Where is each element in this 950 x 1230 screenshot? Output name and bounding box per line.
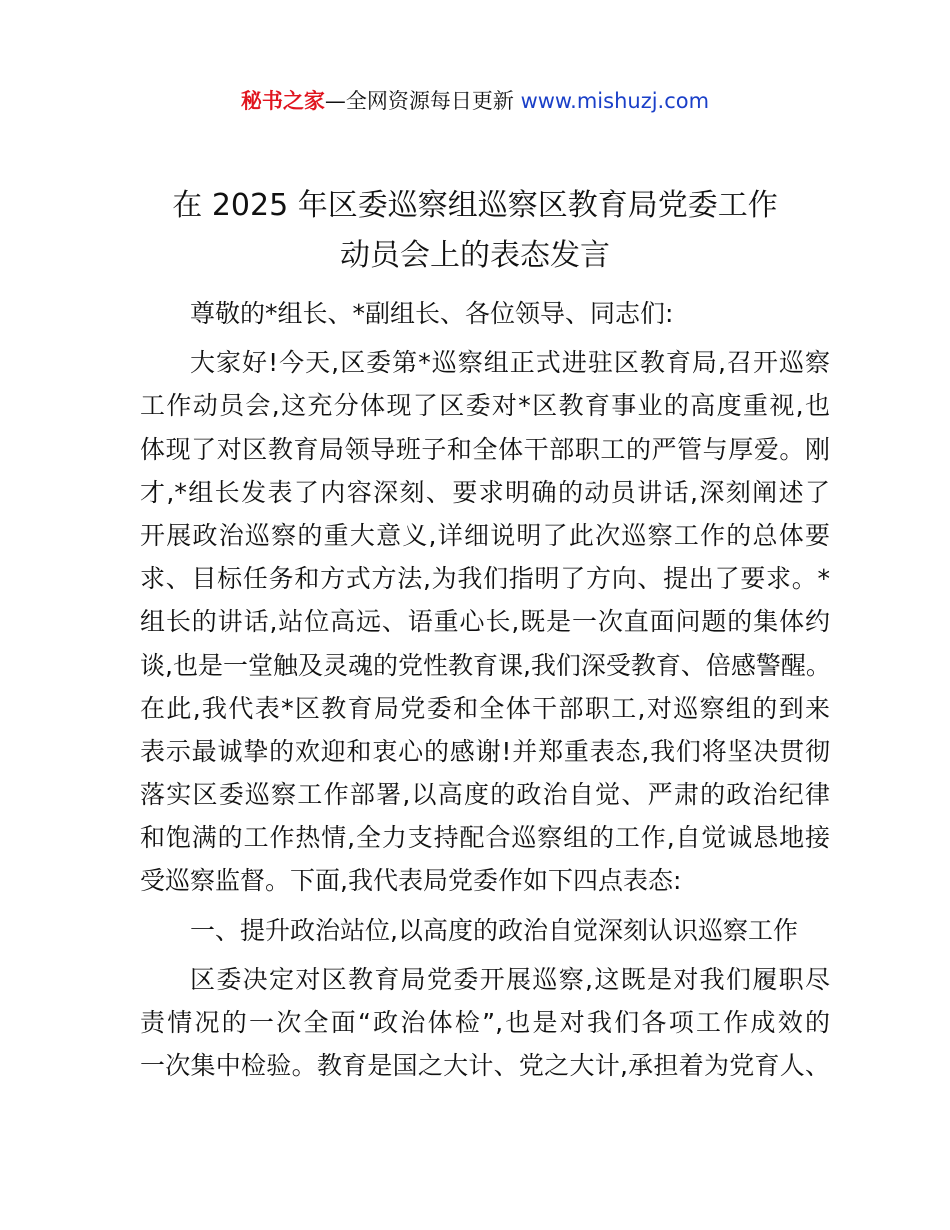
paragraph-1: [140, 341, 830, 902]
paragraph-line: 落实区委巡察工作部署,以高度的政治自觉、严肃的政治纪律: [140, 780, 830, 810]
site-brand: 秘书之家: [240, 89, 325, 113]
paragraph-line: 一次集中检验。教育是国之大计、党之大计,承担着为党育人、: [140, 1051, 830, 1081]
paragraph-line: 受巡察监督。下面,我代表局党委作如下四点表态:: [140, 866, 682, 896]
paragraph-line: 大家好!今天,区委第*巡察组正式进驻区教育局,召开巡察: [190, 348, 830, 378]
paragraph-2: [140, 958, 830, 1088]
paragraph-line: 体现了对区教育局领导班子和全体干部职工的严管与厚爱。刚: [140, 434, 830, 464]
document-title-line-1: 在 2025 年区委巡察组巡察区教育局党委工作: [172, 188, 778, 223]
paragraph-line: 开展政治巡察的重大意义,详细说明了此次巡察工作的总体要: [140, 520, 830, 550]
document-title-line-2: 动员会上的表态发言: [340, 238, 610, 273]
paragraph-line: 求、目标任务和方式方法,为我们指明了方向、提出了要求。*: [140, 564, 830, 594]
paragraph-line: 工作动员会,这充分体现了区委对*区教育事业的高度重视,也: [140, 391, 830, 421]
paragraph-line: 责情况的一次全面“政治体检”,也是对我们各项工作成效的: [140, 1008, 830, 1037]
paragraph-line: 才,*组长发表了内容深刻、要求明确的动员讲话,深刻阐述了: [140, 477, 830, 507]
site-url-link[interactable]: www.mishuzj.com: [520, 89, 710, 113]
paragraph-line: 组长的讲话,站位高远、语重心长,既是一次直面问题的集体约: [140, 607, 830, 637]
salutation: 尊敬的*组长、*副组长、各位领导、同志们:: [190, 299, 674, 328]
document-body: [140, 292, 830, 1087]
paragraph-line: 和饱满的工作热情,全力支持配合巡察组的工作,自觉诚恳地接: [140, 823, 830, 853]
paragraph-line: 在此,我代表*区教育局党委和全体干部职工,对巡察组的到来: [140, 693, 830, 723]
site-slogan: —全网资源每日更新: [324, 89, 514, 113]
paragraph-line: 谈,也是一堂触及灵魂的党性教育课,我们深受教育、倍感警醒。: [140, 650, 831, 680]
section-heading-1: 一、提升政治站位,以高度的政治自觉深刻认识巡察工作: [190, 915, 798, 945]
site-header: [0, 86, 950, 116]
paragraph-line: 区委决定对区教育局党委开展巡察,这既是对我们履职尽: [190, 964, 830, 994]
paragraph-line: 表示最诚挚的欢迎和衷心的感谢!并郑重表态,我们将坚决贯彻: [140, 736, 830, 766]
